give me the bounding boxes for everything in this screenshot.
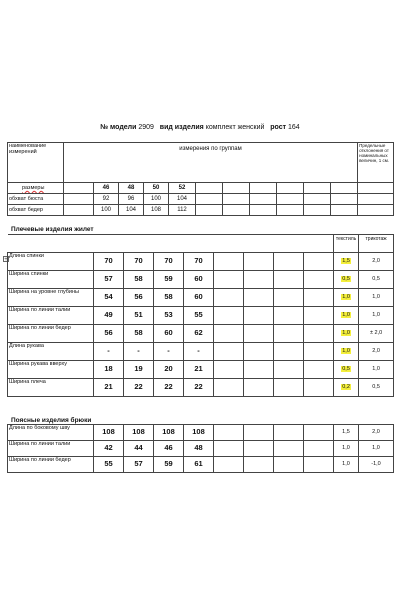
height-label: рост [270, 124, 287, 131]
vest-value: 55 [184, 307, 214, 325]
trousers-measure-name: Ширина по линии бедер [8, 457, 94, 473]
vest-row [8, 253, 394, 271]
vest-knit-tolerance: 1,0 [359, 307, 394, 325]
vest-measure-name: Длина рукава [8, 343, 94, 361]
trousers-row [8, 441, 394, 457]
vest-value: 22 [184, 379, 214, 397]
hips-48: 104 [119, 205, 144, 216]
trousers-measure-name: Ширина по линии талии [8, 441, 94, 457]
trousers-textile-tolerance: 1,0 [334, 441, 359, 457]
vest-value: 21 [94, 379, 124, 397]
trousers-row [8, 425, 394, 441]
vest-value: 62 [184, 325, 214, 343]
vest-table [7, 234, 394, 397]
vest-row [8, 379, 394, 397]
expand-plus-icon[interactable]: + [4, 257, 8, 263]
vest-measure-name: Ширина рукава вверху [8, 361, 94, 379]
vest-value: - [154, 343, 184, 361]
vest-textile-tolerance: 1,0 [334, 343, 359, 361]
vest-value: 49 [94, 307, 124, 325]
vest-row [8, 343, 394, 361]
textile-header: текстиль [334, 235, 359, 253]
vest-value: 58 [124, 325, 154, 343]
size-spacer [64, 183, 94, 194]
trousers-value: 108 [154, 425, 184, 441]
vest-value: 57 [94, 271, 124, 289]
size-48: 48 [119, 183, 144, 194]
vest-textile-tolerance: 0,5 [334, 271, 359, 289]
vest-value: 20 [154, 361, 184, 379]
trousers-value: 59 [154, 457, 184, 473]
vest-textile-tolerance: 1,0 [334, 325, 359, 343]
vest-textile-tolerance: 0,5 [334, 361, 359, 379]
vest-value: 58 [124, 271, 154, 289]
bust-46: 92 [94, 194, 119, 205]
size-label: размеры [8, 183, 64, 194]
vest-value: 54 [94, 289, 124, 307]
vest-value: - [94, 343, 124, 361]
bust-50: 100 [144, 194, 169, 205]
model-header [0, 124, 400, 131]
vest-measure-name: Длина спинки [8, 253, 94, 271]
vest-textile-tolerance: 1,0 [334, 289, 359, 307]
vest-value: 18 [94, 361, 124, 379]
vest-textile-tolerance: 0,2 [334, 379, 359, 397]
trousers-value: 57 [124, 457, 154, 473]
vest-value: 21 [184, 361, 214, 379]
vest-knit-tolerance: 1,0 [359, 289, 394, 307]
vest-value: 56 [94, 325, 124, 343]
vest-knit-tolerance: 1,0 [359, 361, 394, 379]
vest-value: 22 [154, 379, 184, 397]
trousers-value: 108 [124, 425, 154, 441]
model-value: 2909 [138, 124, 154, 131]
hips-label: обхват бедер [8, 205, 64, 216]
vest-measure-name: Ширина на уровне глубины [8, 289, 94, 307]
vest-row [8, 325, 394, 343]
groups-header: измерения по группам [64, 143, 358, 183]
trousers-knit-tolerance: 1,0 [359, 441, 394, 457]
trousers-table [7, 424, 394, 473]
size-52: 52 [169, 183, 196, 194]
vest-knit-tolerance: ± 2,0 [359, 325, 394, 343]
vest-value: 60 [184, 289, 214, 307]
vest-row [8, 289, 394, 307]
bust-label: обхват бюста [8, 194, 64, 205]
bust-52: 104 [169, 194, 196, 205]
size-table [7, 142, 394, 216]
vest-row [8, 361, 394, 379]
vest-knit-tolerance: 0,5 [359, 271, 394, 289]
trousers-knit-tolerance: -1,0 [359, 457, 394, 473]
vest-row [8, 271, 394, 289]
vest-section-title: Плечевые изделия жилет [11, 226, 94, 233]
trousers-textile-tolerance: 1,5 [334, 425, 359, 441]
type-value: комплект женский [205, 124, 265, 131]
vest-value: 70 [184, 253, 214, 271]
trousers-knit-tolerance: 2,0 [359, 425, 394, 441]
deviation-note: Предельные отклонения от номинальных величин, 1 см. [358, 143, 394, 183]
trousers-value: 46 [154, 441, 184, 457]
vest-value: 60 [184, 271, 214, 289]
measurements-name-header: наименование измерений [8, 143, 64, 183]
knit-header: трикотаж [359, 235, 394, 253]
vest-value: 22 [124, 379, 154, 397]
vest-value: 59 [154, 271, 184, 289]
vest-measure-name: Ширина по линии бедер [8, 325, 94, 343]
trousers-textile-tolerance: 1,0 [334, 457, 359, 473]
hips-46: 100 [94, 205, 119, 216]
vest-row [8, 307, 394, 325]
model-label: № модели [100, 124, 137, 131]
trousers-value: 108 [184, 425, 214, 441]
size-50: 50 [144, 183, 169, 194]
height-value: 164 [288, 124, 300, 131]
vest-value: 70 [154, 253, 184, 271]
trousers-value: 48 [184, 441, 214, 457]
vest-knit-tolerance: 2,0 [359, 343, 394, 361]
trousers-value: 42 [94, 441, 124, 457]
vest-value: - [184, 343, 214, 361]
vest-value: 70 [124, 253, 154, 271]
vest-value: 53 [154, 307, 184, 325]
vest-textile-tolerance: 1,0 [334, 307, 359, 325]
vest-value: - [124, 343, 154, 361]
trousers-row [8, 457, 394, 473]
vest-value: 60 [154, 325, 184, 343]
hips-50: 108 [144, 205, 169, 216]
vest-knit-tolerance: 2,0 [359, 253, 394, 271]
vest-textile-tolerance: 1,5 [334, 253, 359, 271]
vest-measure-name: Ширина по линии талии [8, 307, 94, 325]
vest-measure-name: Ширина плеча [8, 379, 94, 397]
trousers-section-title: Поясные изделия брюки [11, 417, 92, 424]
vest-value: 56 [124, 289, 154, 307]
trousers-value: 55 [94, 457, 124, 473]
vest-value: 70 [94, 253, 124, 271]
vest-value: 51 [124, 307, 154, 325]
vest-value: 19 [124, 361, 154, 379]
trousers-value: 61 [184, 457, 214, 473]
trousers-value: 108 [94, 425, 124, 441]
type-label: вид изделия [159, 124, 204, 131]
vest-knit-tolerance: 0,5 [359, 379, 394, 397]
size-46: 46 [94, 183, 119, 194]
vest-value: 58 [154, 289, 184, 307]
bust-48: 96 [119, 194, 144, 205]
trousers-measure-name: Длина по боковому шву [8, 425, 94, 441]
vest-measure-name: Ширина спинки [8, 271, 94, 289]
hips-52: 112 [169, 205, 196, 216]
trousers-value: 44 [124, 441, 154, 457]
